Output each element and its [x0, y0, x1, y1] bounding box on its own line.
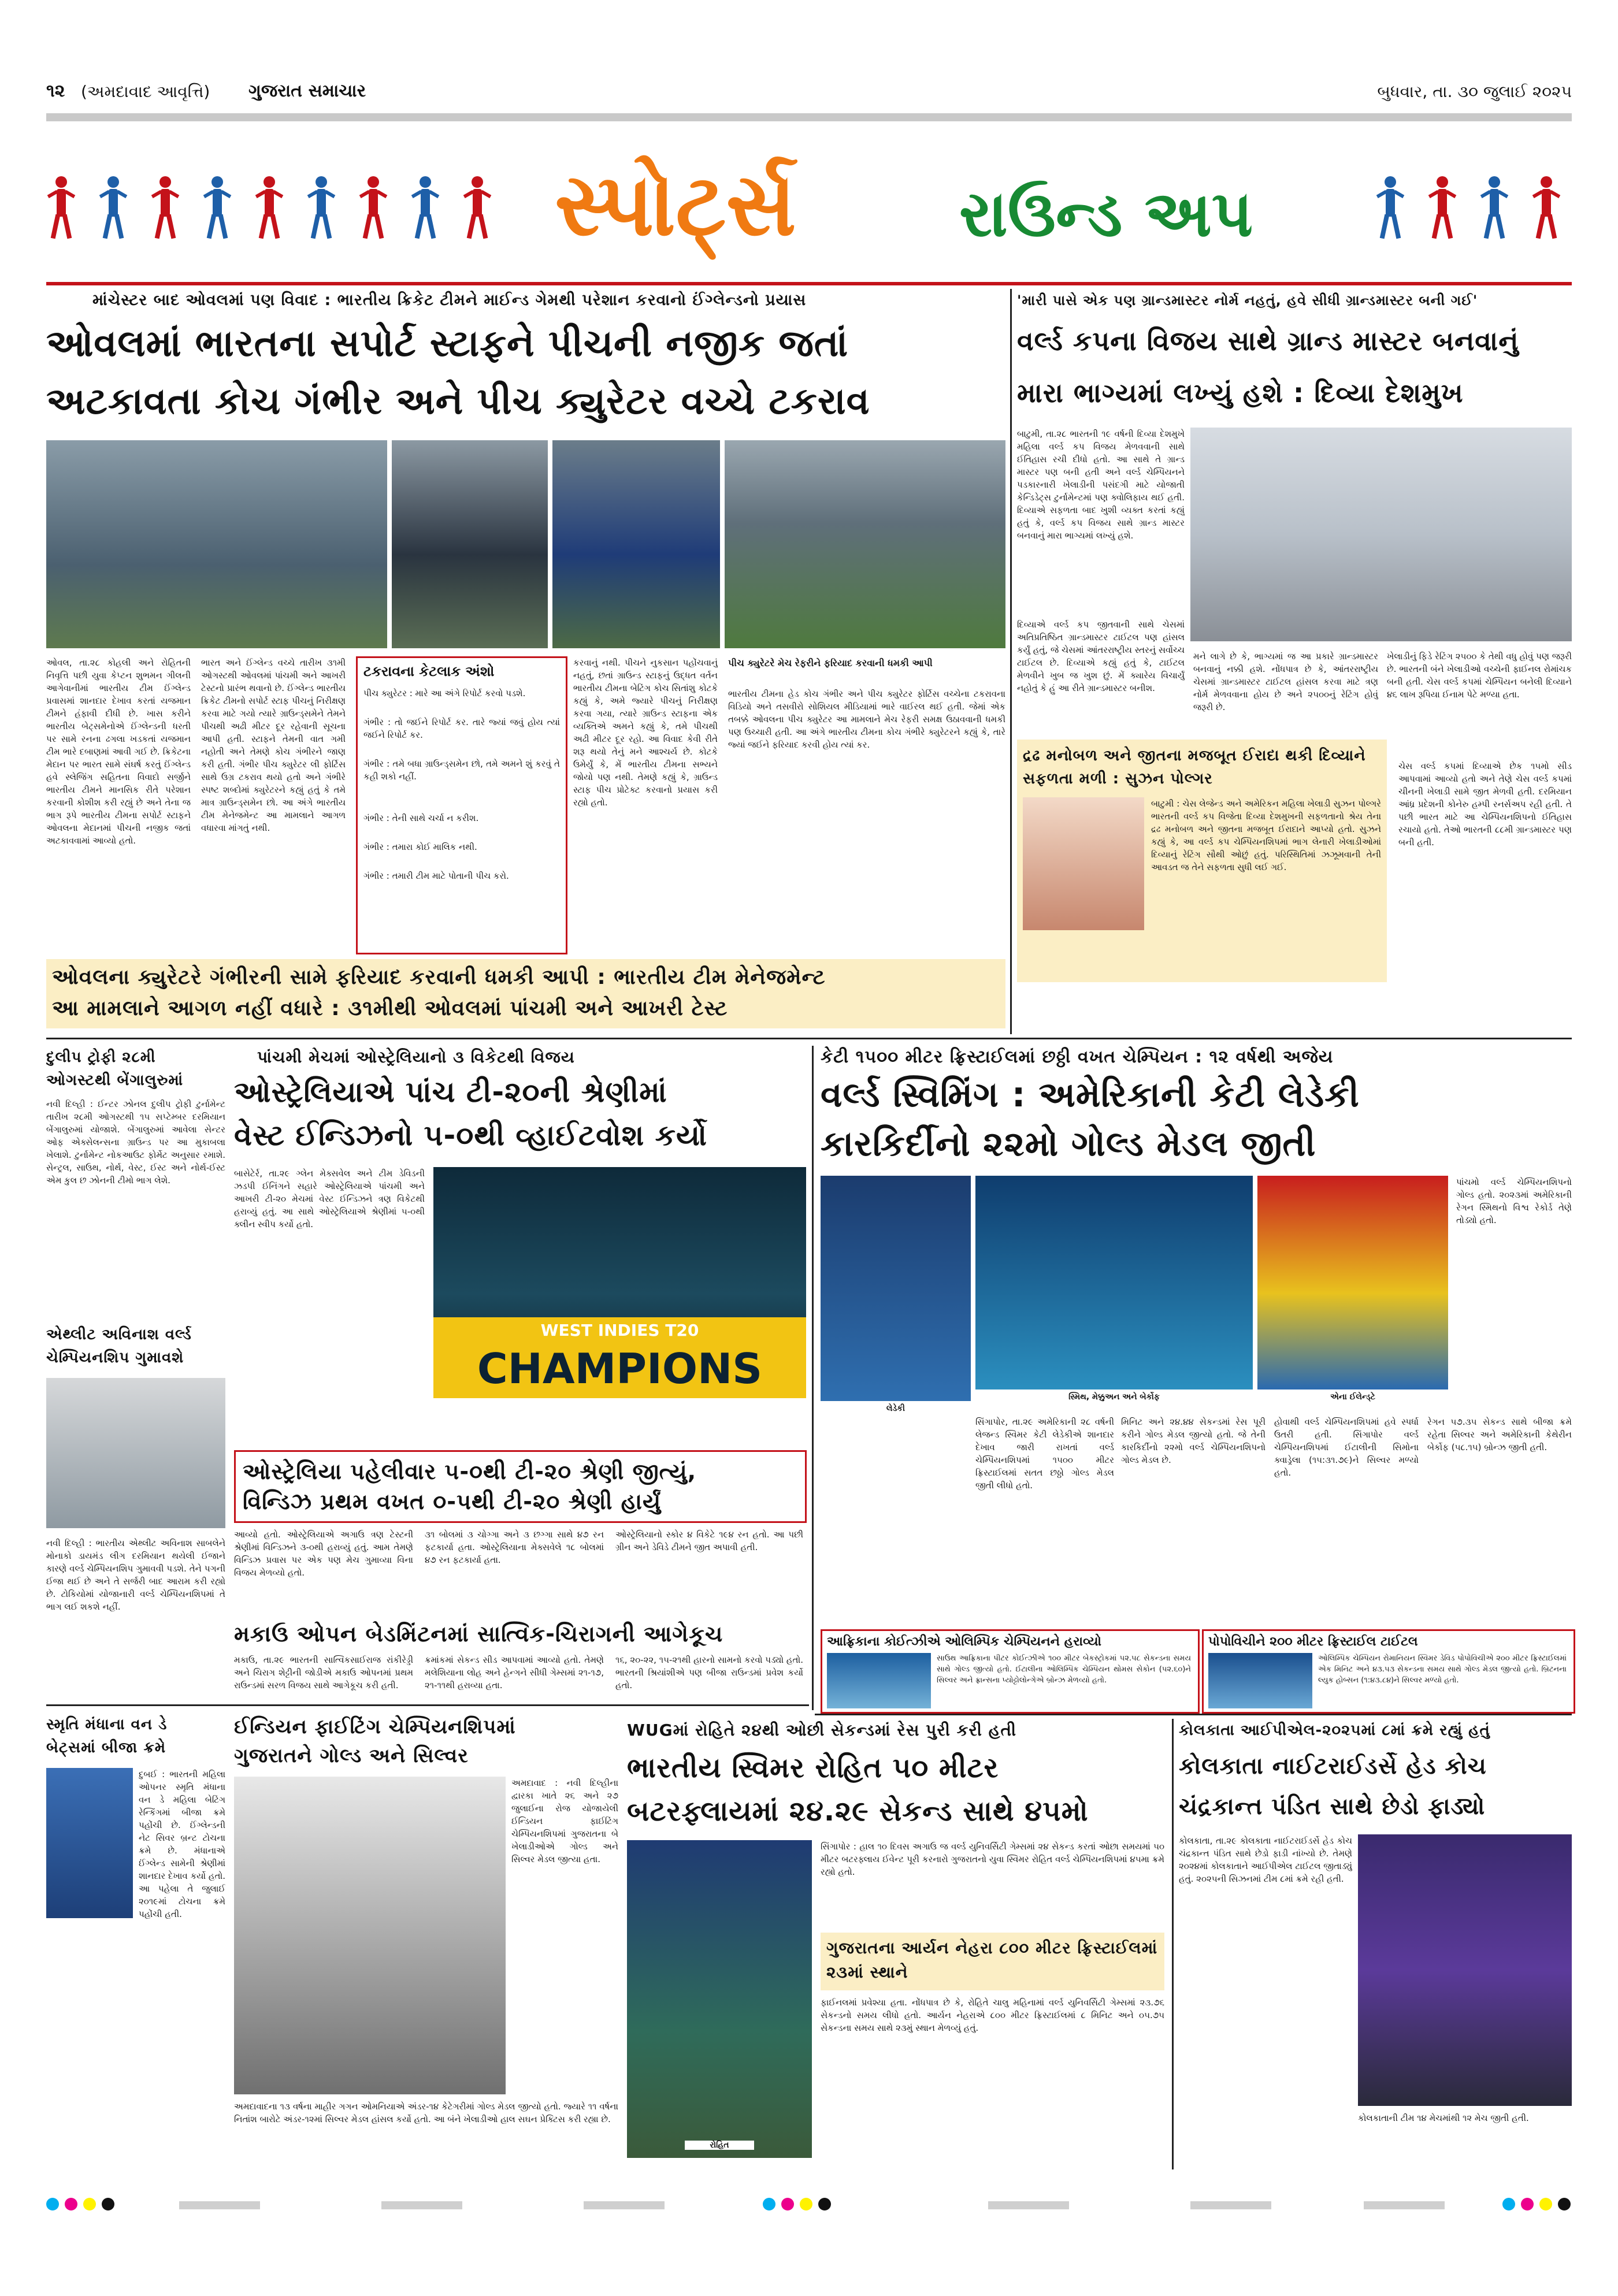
story-headline: વર્લ્ડ સ્વિમિંગ : અમેરિકાની કેટી લેડેકી — [821, 1075, 1360, 1115]
athlete-icons-left — [46, 170, 526, 251]
footer-line: ઓવલના ક્યુરેટરે ગંભીરની સામે ફરિયાદ કરવાની ધમકી આપી : ભારતીય ટીમ મેનેજમેન્ટ — [52, 965, 826, 989]
brief-headline: સ્મૃતિ મંધાના વન ડે — [46, 1716, 168, 1733]
story-body: બાટુમી, તા.૨૮ ભારતની ૧૯ વર્ષની દિવ્યા દેશમુખે મહિલા વર્લ્ડ કપ વિજય મેળવવાની સાથે ઈતિહાસ રચી દીધો હતો. આ સાથે તે ગ્રાન્ડ માસ્ટર પણ બની હતી અને વર્લ્ડ ચેમ્પિયનને પડકારનારી ખેલાડીની પસંદગી માટે યોજાતી કેન્ડિડેટ્સ ટુર્નામેન્ટમાં પણ ક્વોલિફાય થઈ હતી. દિવ્યાએ સફળતા બાદ ખુશી વ્યક્ત કરતાં કહ્યું હતું કે, વર્લ્ડ કપ વિજય સાથે ગ્રાન્ડ માસ્ટર બનવાનું મારા ભાગ્યમાં લખ્યું હશે. — [1017, 429, 1185, 541]
story-body: ચેસ વર્લ્ડ કપમાં દિવ્યાએ છેક ૧૫મો સીડ આપવામાં આવ્યો હતો અને તેણે ચેસ વર્લ્ડ કપમાં ચીનની ખેલાડી સામે જીત મેળવી હતી. દરમિયાન આંધ્ર પ્રદેશની કોનેરુ હમ્પી રનર્સઅપ રહી હતી. તે પછી ભારત માટે આ ચેમ્પિયનશિપનો ઈતિહાસ રચાયો હતો. તેઓ ભારતની ૮૮મી ગ્રાન્ડમાસ્ટર પણ બની હતી. — [1398, 761, 1572, 848]
story-headline: બટરફ્લાયમાં ૨૪.૨૯ સેકન્ડ સાથે ૪૫મો — [627, 1795, 1089, 1827]
story-headline: ઓસ્ટ્રેલિયાએ પાંચ ટી-૨૦ની શ્રેણીમાં — [234, 1075, 667, 1109]
cricket-photo — [46, 440, 387, 648]
athlete-icon — [1427, 176, 1457, 240]
athlete-icon — [306, 176, 336, 240]
polgar-box — [1017, 740, 1387, 982]
duleep-story — [46, 1046, 225, 1699]
brief-headline: બેટ્સમાં બીજા ક્રમે — [46, 1739, 166, 1756]
paper-name: ગુજરાત સમાચાર — [248, 81, 366, 101]
athlete-icon — [1531, 176, 1561, 240]
athlete-icon — [202, 176, 232, 240]
fighters-photo — [234, 1777, 506, 2094]
trophy-banner — [433, 1317, 806, 1398]
avinash-photo — [46, 1378, 225, 1528]
athlete-icon — [98, 176, 128, 240]
brief-body: દુબઈ : ભારતની મહિલા ઓપનર સ્મૃતિ મંધાના વન ડે મહિલા બેટિંગ રેન્કિંગમાં બીજા ક્રમે પહોંચી છે. ઈંગ્લેન્ડની નેટ સિવર બ્રન્ટ ટોચના ક્રમે છે. મંધાનાએ ઈંગ્લેન્ડ સામેની શ્રેણીમાં શાનદાર દેખાવ કર્યો હતો. આ પહેલા તે જુલાઈ ૨૦૧૯માં ટોચના ક્રમે પહોંચી હતી. — [139, 1769, 225, 1919]
relay-photo — [975, 1176, 1253, 1390]
story-body: ભારતીય ટીમના હેડ કોચ ગંભીર અને પીચ ક્યુરેટર ફોર્ટિસ વચ્ચેના ટકરાવના વિડિયો અને તસવીરો સોશિયલ મીડિયામાં ભારે વાઈરલ થઈ હતી. જેમાં એક તબક્કે ઓવલના પીચ ક્યુરેટર આ મામલાને મેચ રેફરી સમક્ષ ઉઠાવવાની ધમકી પણ ઉચ્ચારી હતી. આ અંગે ભારતીય ટીમના કોચ ગંભીરે ક્યુરેટરને કહ્યું કે, તારે જ્યાં જઈને ફરિયાદ કરવી હોય ત્યાં કર. — [728, 689, 1005, 750]
story-body: અમદાવાદના ૧૩ વર્ષના માહીર ગગન ઓમનિયાએ અંડર-૧૪ કેટેગરીમાં ગોલ્ડ મેડલ જીત્યો હતો. જ્યારે ૧૧ વર્ષના નિતાંશ બારોટે અંડર-૧૨માં સિલ્વર મેડલ હાંસલ કર્યો હતો. આ બંને ખેલાડીઓ હાલ સઘન પ્રેક્ટિસ કરી રહ્યા છે. — [234, 2101, 618, 2124]
box-text: સાઉથ આફ્રિકાના પીટર કોઈત્ઝીએ ૧૦૦ મીટર બેકસ્ટ્રોકમાં ૫૨.૫૮ સેકન્ડના સમય સાથે ગોલ્ડ જીત્યો હતો. ઈટાલીના ઓલિમ્પિક ચેમ્પિયન થોમસ સેકોન (૫૨.૬૦)ને સિલ્વર અને ફ્રાન્સના પ્યોટ્ટોલોન્ગેએ બ્રોન્ઝ મેળવ્યો હતો. — [937, 1654, 1191, 1685]
brief-headline: એથ્લીટ અવિનાશ વર્લ્ડ — [46, 1326, 192, 1343]
brief-body: નવી દિલ્હી : ભારતીય એથ્લીટ અવિનાશ સાબલેને મોનાકો ડાયમંડ લીગ દરમિયાન થયેલી ઈજાને કારણે વર્લ્ડ ચેમ્પિયનશિપ ગુમાવવી પડશે. તેને પગની ઈજા થઈ છે અને તે સર્જરી બાદ આરામ કરી રહ્યો છે. ટોકિયોમાં યોજાનારી વર્લ્ડ ચેમ્પિયનશિપમાં તે ભાગ લઈ શકશે નહીં. — [46, 1538, 225, 1612]
story-body: આવ્યો હતો. ઓસ્ટ્રેલિયાએ અગાઉ ત્રણ ટેસ્ટની શ્રેણીમાં વિન્ડિઝને ૩-૦થી હરાવ્યું હતું. આમ તેમણે વિન્ડિઝ પ્રવાસ પર એક પણ મેચ ગુમાવ્યા વિના વિજય મેળવ્યો હતો. — [234, 1529, 413, 1578]
story-headline: ભારતીય સ્વિમર રોહિત ૫૦ મીટર — [627, 1752, 999, 1784]
box-text: ઓલિમ્પિક ચેમ્પિયન રોમાનિયન સ્વિમર ડેવિડ પોપોવિચીએ ૨૦૦ મીટર ફ્રિસ્ટાઈલમાં એક મિનિટ અને ૪૩.૫૩ સેકન્ડના સમય સાથે ગોલ્ડ મેડલ જીત્યો હતો. બ્રિટનના લ્યુક હોબ્સન (૧:૪૩.૮૪)ને સિલ્વર મળ્યો હતો. — [1318, 1654, 1567, 1685]
athlete-icon — [462, 176, 492, 240]
story-footer-band — [46, 959, 1005, 1028]
chess-photo — [1190, 428, 1572, 641]
photo-caption: રોહિત — [685, 2141, 754, 2150]
story-kicker: માંચેસ્ટર બાદ ઓવલમાં પણ વિવાદ : ભારતીય ક્રિકેટ ટીમને માઈન્ડ ગેમથી પરેશાન કરવાનો ઈંગ્લેન્ડનો પ્રયાસ — [92, 291, 807, 309]
registration-marks — [35, 2195, 1583, 2230]
coetzee-box — [821, 1629, 1200, 1714]
clash-item: પીચ ક્યુરેટર : મારે આ અંગે રિપોર્ટ કરવો પડશે. — [363, 688, 526, 699]
story-kicker: પાંચમી મેચમાં ઓસ્ટ્રેલિયાનો ૩ વિકેટથી વિજય — [257, 1047, 575, 1067]
masthead — [46, 81, 1572, 107]
photo-caption: કોલકાતાની ટીમ ૧૪ મેચમાંથી ૧૨ મેચ જીતી હતી. — [1358, 2113, 1529, 2123]
masthead-rule — [46, 113, 1572, 121]
record-line: ઓસ્ટ્રેલિયા પહેલીવાર ૫-૦થી ટી-૨૦ શ્રેણી જીત્યું, — [243, 1459, 697, 1484]
story-headline: મારા ભાગ્યમાં લખ્યું હશે : દિવ્યા દેશમુખ — [1017, 377, 1464, 408]
athlete-icon — [46, 176, 76, 240]
ledecky-story — [821, 1046, 1572, 1710]
ana-photo — [1257, 1176, 1448, 1390]
polgar-photo — [1023, 797, 1144, 930]
story-body: ઓસ્ટ્રેલિયાનો સ્કોર ૪ વિકેટે ૧૯૪ રન હતો. આ પછી ગ્રીન અને ડેવિડે ટીમને જીત અપાવી હતી. — [615, 1529, 803, 1552]
brief-headline: દુલીપ ટ્રોફી ૨૮મી — [46, 1049, 156, 1066]
story-body: મને લાગે છે કે, ભાગ્યમાં જ આ પ્રકારે ગ્રાન્ડમાસ્ટર બનવાનું નક્કી હશે. નોંધપાત્ર છે કે, આંતરરાષ્ટ્રીય ચેસમાં ગ્રાન્ડમાસ્ટર ટાઈટલ હાંસલ કરવા માટે ત્રણ નોર્મ મેળવવાના હોય છે અને ૨૫૦૦નું રેટિંગ હોવું જરૂરી છે. — [1193, 651, 1378, 712]
pandit-photo — [1358, 1834, 1572, 2106]
story-body: બાસેટેર્ર, તા.૨૯ ગ્લેન મેક્સવેલ અને ટીમ ડેવિડની ઝડપી ઈનિંગને સહારે ઓસ્ટ્રેલિયાએ પાંચમી અને આખરી ટી-૨૦ મેચમાં વેસ્ટ ઈન્ડિઝને ત્રણ વિકેટથી હરાવ્યું હતું. આ સાથે ઓસ્ટ્રેલિયાએ શ્રેણીમાં ૫-૦થી ક્લીન સ્વીપ કર્યો હતો. — [234, 1168, 425, 1229]
clash-box — [356, 656, 567, 954]
story-body: કોલકાતા, તા.૨૯ કોલકાતા નાઈટરાઈડર્સે હેડ કોચ ચંદ્રકાન્ત પંડિત સાથે છેડો ફાડી નાંખ્યો છે. તેમણે ૨૦૨૪માં કોલકાતાને આઈપીએલ ટાઈટલ જીતાડ્યું હતું. ૨૦૨૫ની સિઝનમાં ટીમ ૮માં ક્રમે રહી હતી. — [1179, 1836, 1352, 1884]
record-box — [234, 1450, 807, 1523]
section-rule — [46, 1038, 1572, 1039]
record-line: વિન્ડિઝ પ્રથમ વખત ૦-૫થી ટી-૨૦ શ્રેણી હાર્યું — [243, 1489, 662, 1514]
fighting-story — [234, 1713, 618, 2175]
story-body: કરવાનું નથી. પીચને નુકસાન પહોંચવાનું નહતું, છતાં ગ્રાઉન્ડ સ્ટાફનું ઉદ્ધત વર્તન ભારતીય ટીમના બેટિંગ કોચ સિતાંશુ કોટકે કહ્યું કે, અમે જ્યારે પીચનું નિરીક્ષણ કરવા ગયા, ત્યારે ગ્રાઉન્ડ સ્ટાફના એક વ્યક્તિએ અમને કહ્યું કે, તમે પીચથી અઢી મીટર દૂર રહો. આ વિવાદ કેવી રીતે શરૂ થયો તેનું મને આશ્ચર્ય છે. કોટકે ઉમેર્યું કે, મેં ભારતીય ટીમના સભ્યને જોયો પણ નથી. તેમણે કહ્યું કે, ગ્રાઉન્ડ સ્ટાફ પીચ પ્રોટેક્ટ કરવાનો પ્રયાસ કરી રહ્યો હતો. — [573, 657, 718, 808]
story-headline: ઈન્ડિયન ફાઈટિંગ ચેમ્પિયનશિપમાં — [234, 1715, 516, 1738]
story-body: દિવ્યાએ વર્લ્ડ કપ જીતવાની સાથે ચેસમાં અતિપ્રતિષ્ઠિત ગ્રાન્ડમાસ્ટર ટાઈટલ પણ હાંસલ કર્યું હતું, જે ચેસમાં આંતરરાષ્ટ્રીય સ્તરનું સર્વોચ્ચ ટાઈટલ છે. દિવ્યાએ કહ્યું હતું કે, ટાઈટલ મેળવીને ખુબ જ ખુશ છું. મેં ક્યારેય વિચાર્યું નહોતું કે હું આ રીતે ગ્રાન્ડમાસ્ટર બનીશ. — [1017, 619, 1185, 693]
column-divider — [812, 1046, 814, 1710]
story-kicker: 'મારી પાસે એક પણ ગ્રાન્ડમાસ્ટર નોર્મ નહતું, હવે સીધી ગ્રાન્ડમાસ્ટર બની ગઈ' — [1017, 292, 1478, 309]
athlete-icon — [1479, 176, 1509, 240]
clash-item: ગંભીર : તેની સાથે ચર્ચા ન કરીશ. — [363, 813, 479, 823]
athlete-icon — [358, 176, 388, 240]
clash-item: ગંભીર : તો જઈને રિપોર્ટ કર. તારે જ્યાં જવું હોય ત્યાં જઈને રિપોર્ટ કર. — [363, 717, 560, 740]
story-body: પાંચમો વર્લ્ડ ચેમ્પિયનશિપનો ગોલ્ડ હતો. ૨૦૨૩માં અમેરિકાની રેગન સ્મિથનો વિશ્વ રેકોર્ડ તેણે તોડ્યો હતો. — [1456, 1177, 1572, 1225]
story-body: ભારત અને ઈંગ્લેન્ડ વચ્ચે તારીખ ૩૧મી ઓગસ્ટથી ઓવલમાં પાંચમી અને આખરી ટેસ્ટનો પ્રારંભ થવાનો છે. ઈંગ્લેન્ડ ભારતીય ક્રિકેટ ટીમનો સપોર્ટ સ્ટાફ પીચનું નિરીક્ષણ કરવા માટે ગયો ત્યારે ગ્રાઉન્ડ્સમેને તેમને પીચથી અઢી મીટર દૂર રહેવાની સૂચના આપી હતી. સ્ટાફને તેમની વાત ગમી નહોતી અને તેમણે કોચ ગંભીરને જાણ કરી હતી. ગંભીર પીચ ક્યુરેટર લી ફોર્ટિસ સાથે ઉગ્ર ટકરાવ થયો હતો અને ગંભીરે સ્પષ્ટ શબ્દોમાં ક્યુરેટરને કહ્યું હતું કે તમે માત્ર ગ્રાઉન્ડ્સમેન છો. આ અંગે ભારતીય ટીમ મેનેજમેન્ટ આ મામલાને આગળ વધારવા માંગતું નથી. — [201, 657, 346, 833]
story-kicker: કેટી ૧૫૦૦ મીટર ફ્રિસ્ટાઈલમાં છઠ્ઠી વખત ચેમ્પિયન : ૧૨ વર્ષથી અજેય — [821, 1047, 1334, 1067]
oval-story — [46, 289, 1005, 1040]
cricket-photo — [725, 440, 1005, 648]
brief-body: નવી દિલ્હી : ઈન્ટર ઝોનલ દુલીપ ટ્રોફી ટુર્નામેન્ટ તારીખ ૨૮મી ઓગસ્ટથી ૧૫ સપ્ટેમ્બર દરમિયાન બેંગાલુરુમાં યોજાશે. બેંગાલુરુમાં આવેલા સેન્ટર ઓફ એક્સેલન્સના ગ્રાઉન્ડ પર આ મુકાબલા ખેલાશે. ટુર્નામેન્ટ નોકઆઉટ ફોર્મેટ અનુસાર રમાશે. સેન્ટ્રલ, સાઉથ, નોર્થ, વેસ્ટ, ઈસ્ટ અને નોર્થ-ઈસ્ટ એમ કુલ છ ઝોનની ટીમો ભાગ લેશે. — [46, 1099, 225, 1186]
banner-line: CHAMPIONS — [477, 1344, 763, 1393]
section-rule — [46, 1704, 809, 1706]
clash-item: ગંભીર : તમારા કોઈ માલિક નથી. — [363, 842, 477, 852]
story-headline: ઓવલમાં ભારતના સપોર્ટ સ્ટાફને પીચની નજીક જતાં — [46, 322, 849, 365]
story-headline: ચંદ્રકાન્ત પંડિત સાથે છેડો ફાડ્યો — [1179, 1793, 1486, 1820]
popovici-photo — [1208, 1653, 1312, 1708]
banner-subtitle: રાઉન્ડ અપ — [959, 177, 1253, 251]
story-body: ઓવલ, તા.૨૮ કોહલી અને રોહિતની નિવૃત્તિ પછી યુવા કેપ્ટન શુભમન ગીલની આગેવાનીમાં ભારતીય ટીમ ઈંગ્લેન્ડ પ્રવાસમાં શાનદાર દેખાવ કરતાં યજમાન ટીમને હંફાવી દીધી છે. ખાસ કરીને ભારતીય બેટ્સમેનોએ ઈંગ્લેન્ડની ધરતી પર સામે રનના ઢગલા ખડકતાં યજમાન ટીમ ભારે દબાણમાં આવી ગઈ છે. ક્રિકેટના મેદાન પર ભારત સામે સંઘર્ષ કરતું ઈંગ્લેન્ડ હવે સ્લેજિંગ સહિતના વિવાદો સર્જીને ભારતીય ટીમને માનસિક રીતે પરેશાન કરવાની કોશીશ કરી રહ્યું છે અને તેના જ ભાગ રૂપે ભારતીય ટીમના સપોર્ટ સ્ટાફને ઓવલના મેદાનમાં પીચની નજીક જતાં અટકાવવામાં આવ્યો હતો. — [46, 657, 191, 846]
rohit-photo — [627, 1840, 812, 2158]
athlete-icon — [410, 176, 440, 240]
macau-story — [234, 1618, 806, 1699]
popovici-box — [1202, 1629, 1575, 1714]
clash-box-title: ટકરાવના કેટલાક અંશો — [363, 663, 495, 679]
banner-line: WEST INDIES T20 — [540, 1321, 699, 1340]
cricket-photo — [392, 440, 548, 648]
story-body: ખેલાડીનું ફિડે રેટિંગ ૨૫૦૦ કે તેથી વધુ હોવું પણ જરૂરી છે. ભારતની બંને ખેલાડીઓ વચ્ચેની ફાઈનલ રોમાંચક બની હતી. ચેસ વર્લ્ડ કપમાં ચેમ્પિયન બનેલી દિવ્યાને ૪૬ લાખ રૂપિયા ઈનામ પેટે મળ્યા હતા. — [1387, 651, 1572, 700]
box-title: પોપોવિચીને ૨૦૦ મીટર ફ્રિસ્ટાઈલ ટાઈટલ — [1208, 1634, 1418, 1649]
polgar-text: બાટુમી : ચેસ લેજેન્ડ અને અમેરિકન મહિલા ખેલાડી સુઝન પોલ્ગરે ભારતની વર્લ્ડ કપ વિજેતા દિવ્યા દેશમુખની સફળતાનો શ્રેય તેના દ્રઢ મનોબળ અને જીતના મજબૂત ઈરાદાને આપ્યો હતો. સુઝને કહ્યું કે, આ વર્લ્ડ કપ ચેમ્પિયનશિપમાં ભાગ લેનારી ખેલાડીઓમાં દિવ્યાનું રેટિંગ સૌથી ઓછું હતું. પરિસ્થિતિમાં ઝઝૂમવાની તેની આવડત જ તેને સફળતા સુધી લઈ ગઈ. — [1151, 798, 1381, 872]
story-headline: કારકિર્દીનો ૨૨મો ગોલ્ડ મેડલ જીતી — [821, 1124, 1316, 1164]
column-divider — [1010, 289, 1012, 1034]
banner-title: સ્પોર્ટ્સ — [555, 155, 796, 255]
kkr-story — [1179, 1713, 1572, 2175]
brief-headline: ચેમ્પિયનશિપ ગુમાવશે — [46, 1349, 184, 1366]
story-headline: ગુજરાતને ગોલ્ડ અને સિલ્વર — [234, 1744, 469, 1767]
coetzee-photo — [827, 1653, 931, 1708]
story-body: ક્રમાંકમાં સેકન્ડ સીડ આપવામાં આવ્યો હતો. તેમણે મલેશિયાના લોહ અને હેન્ગને સીધી ગેમ્સમાં ૨૧-૧૭, ૨૧-૧૧થી હરાવ્યા હતા. — [425, 1655, 604, 1691]
photo-caption: લેડેકી — [886, 1404, 906, 1413]
story-headline: વર્લ્ડ કપના વિજય સાથે ગ્રાન્ડ માસ્ટર બનવાનું — [1017, 325, 1519, 356]
photo-caption: એના ઈલેન્ડ્ટે — [1330, 1392, 1375, 1402]
polgar-title: દ્રઢ મનોબળ અને જીતના મજબૂત ઈરાદા થકી દિવ્યાને સફળતા મળી : સુઝન પોલ્ગર — [1023, 747, 1366, 787]
story-headline: અટકાવતા કોચ ગંભીર અને પીચ ક્યુરેટર વચ્ચે ટકરાવ — [46, 380, 870, 423]
sports-banner — [46, 147, 1572, 280]
box-title: આફ્રિકાના કોઈત્ઝીએ ઓલિમ્પિક ચેમ્પિયનને હરાવ્યો — [827, 1634, 1102, 1649]
clash-item: ગંભીર : તમે બધા ગ્રાઉન્ડ્સમેન છો, તમે અમને શું કરવું તે કહી શકો નહીં. — [363, 759, 560, 782]
column-divider — [1172, 1719, 1174, 2169]
mandhana-story — [46, 1713, 225, 2175]
mandhana-photo — [46, 1768, 133, 1918]
athlete-icons-right — [1375, 170, 1572, 251]
divya-story — [1017, 289, 1572, 1040]
edition-label: (અમદાવાદ આવૃત્તિ) — [81, 82, 210, 101]
story-kicker: WUGમાં રોહિતે ૨૪થી ઓછી સેકન્ડમાં રેસ પુરી કરી હતી — [627, 1721, 1017, 1740]
rohit-story — [627, 1713, 1164, 2175]
cricket-photo — [552, 440, 720, 648]
story-headline: વેસ્ટ ઈન્ડિઝનો ૫-૦થી વ્હાઈટવોશ કર્યો — [234, 1119, 707, 1152]
story-body: ૩૧ બોલમાં ૩ ચોગ્ગા અને ૩ છગ્ગા સાથે ૪૭ રન ફટકાર્યા હતા. ઓસ્ટ્રેલિયાના મેક્સવેલે ૧૮ બોલમાં ૪૭ રન ફટકાર્યા હતા. — [425, 1529, 604, 1565]
champions-photo — [433, 1167, 806, 1398]
story-body: ફાઈનલમાં પ્રવેશ્યા હતા. નોંધપાત્ર છે કે, રોહિતે ચાલુ મહિનામાં વર્લ્ડ યુનિવર્સિટી ગેમ્સમાં ૨૩.૭૬ સેકન્ડનો સમય લીધો હતો. આર્યન નેહરાએ ૮૦૦ મીટર ફ્રિસ્ટાઈલમાં ૮ મિનિટ અને ૦૫.૭૫ સેકન્ડના સમય સાથે ૨૩મું સ્થાન મેળવ્યું હતું. — [821, 1997, 1164, 2033]
athlete-icon — [254, 176, 284, 240]
story-body: અમદાવાદ : નવી દિલ્હીના દ્વારકા ખાતે ૨૬ અને ૨૭ જુલાઈના રોજ યોજાયેલી ઈન્ડિયન ફાઈટિંગ ચેમ્પિયનશિપમાં ગુજરાતના બે ખેલાડીઓએ ગોલ્ડ અને સિલ્વર મેડલ જીત્યા હતા. — [511, 1778, 618, 1864]
footer-line: આ મામલાને આગળ નહીં વધારે : ૩૧મીથી ઓવલમાં પાંચમી અને આખરી ટેસ્ટ — [52, 997, 728, 1020]
issue-date: બુધવાર, તા. ૩૦ જુલાઈ ૨૦૨૫ — [1377, 82, 1572, 101]
ledecky-photo — [821, 1176, 971, 1401]
story-body: સિંગાપોર : હાલ ૧૦ દિવસ અગાઉ જ વર્લ્ડ યુનિવર્સિટી ગેમ્સમાં ૨૪ સેકન્ડ કરતાં ઓછા સમયમાં ૫૦ મીટર બટરફ્લાય ઈવેન્ટ પૂરી કરનારો ગુજરાતનો યુવા સ્વિમર રોહિત વર્લ્ડ ચેમ્પિયનશિપમાં ૪૫મા ક્રમે રહ્યો હતો. — [821, 1841, 1164, 1877]
aryan-box — [821, 1933, 1164, 1990]
banner-rule — [46, 282, 1572, 285]
photo-caption: સ્મિથ, મેક્કુઅન અને બેર્કોફ — [1068, 1392, 1160, 1402]
story-body: હોવાથી વર્લ્ડ ચેમ્પિયનશિપમાં હવે સ્પર્ધા ઉતરી હતી. સિંગાપોર વર્લ્ડ ચેમ્પિયનશિપમાં ઈટાલીની સિમોના ક્વાડ્રેલા (૧૫:૩૧.૭૯)ને સિલ્વર મળ્યો હતો. — [1274, 1417, 1419, 1478]
athlete-icon — [1375, 176, 1405, 240]
story-body: ૧૬, ૨૦-૨૨, ૧૫-૨૧થી હારનો સામનો કરવો પડ્યો હતો. ભારતની શ્રિયાંશીએ પણ બીજા રાઉન્ડમાં પ્રવેશ કર્યો હતો. — [615, 1655, 803, 1691]
story-body: મિનિટ અને ૨૪.૪૪ સેકન્ડમાં રેસ પૂરી કરીને ગોલ્ડ મેડલ જીત્યો હતો. જે તેની કારકિર્દીનો ૨૨મો વર્લ્ડ ચેમ્પિયનશિપનો ગોલ્ડ મેડલ છે. — [1121, 1417, 1266, 1465]
story-subhead: પીચ ક્યુરેટરે મેચ રેફરીને ફરિયાદ કરવાની ધમકી આપી — [728, 657, 933, 668]
aryan-subhead: ગુજરાતના આર્યન નેહરા ૮૦૦ મીટર ફ્રિસ્ટાઈલમાં ૨૩માં સ્થાને — [826, 1938, 1158, 1982]
story-headline: મકાઉ ઓપન બેડમિંટનમાં સાત્વિક-ચિરાગની આગેકૂચ — [234, 1621, 723, 1647]
story-headline: કોલકાતા નાઈટરાઈડર્સે હેડ કોચ — [1179, 1753, 1487, 1779]
story-kicker: કોલકાતા આઈપીએલ-૨૦૨૫માં ૮માં ક્રમે રહ્યું હતું — [1179, 1722, 1490, 1739]
story-body: રેગન ૫૭.૩૫ સેકન્ડ સાથે બીજા ક્રમે રહેતા સિલ્વર અને અમેરિકાની કેથેરીન બેર્કોફ (૫૮.૧૫) બ્રોન્ઝ જીતી હતી. — [1427, 1417, 1572, 1452]
story-body: મકાઉ, તા.૨૯ ભારતની સાત્વિકસાઈરાજ રાંકીરેડ્ડી અને ચિરાગ શેટ્ટીની જોડીએ મકાઉ ઓપનમાં પ્રથમ રાઉન્ડમાં સરળ વિજય સાથે આગેકૂચ કરી હતી. — [234, 1655, 413, 1691]
story-body: સિંગાપોર, તા.૨૯ અમેરિકાની ૨૮ વર્ષની લેજન્ડ સ્વિમર કેટી લેડેકીએ શાનદાર દેખાવ જારી રાખતાં વર્લ્ડ ચેમ્પિયનશિપમાં ૧૫૦૦ મીટર ફ્રિસ્ટાઈલમાં સતત છઠ્ઠો ગોલ્ડ મેડલ જીતી લીધો હતો. — [975, 1417, 1114, 1491]
page-number: ૧૨ — [46, 81, 65, 101]
australia-story — [234, 1046, 806, 1612]
athlete-icon — [150, 176, 180, 240]
brief-headline: ઓગસ્ટથી બેંગાલુરુમાં — [46, 1072, 184, 1089]
clash-item: ગંભીર : તમારી ટીમ માટે પોતાની પીચ કરો. — [363, 871, 509, 881]
